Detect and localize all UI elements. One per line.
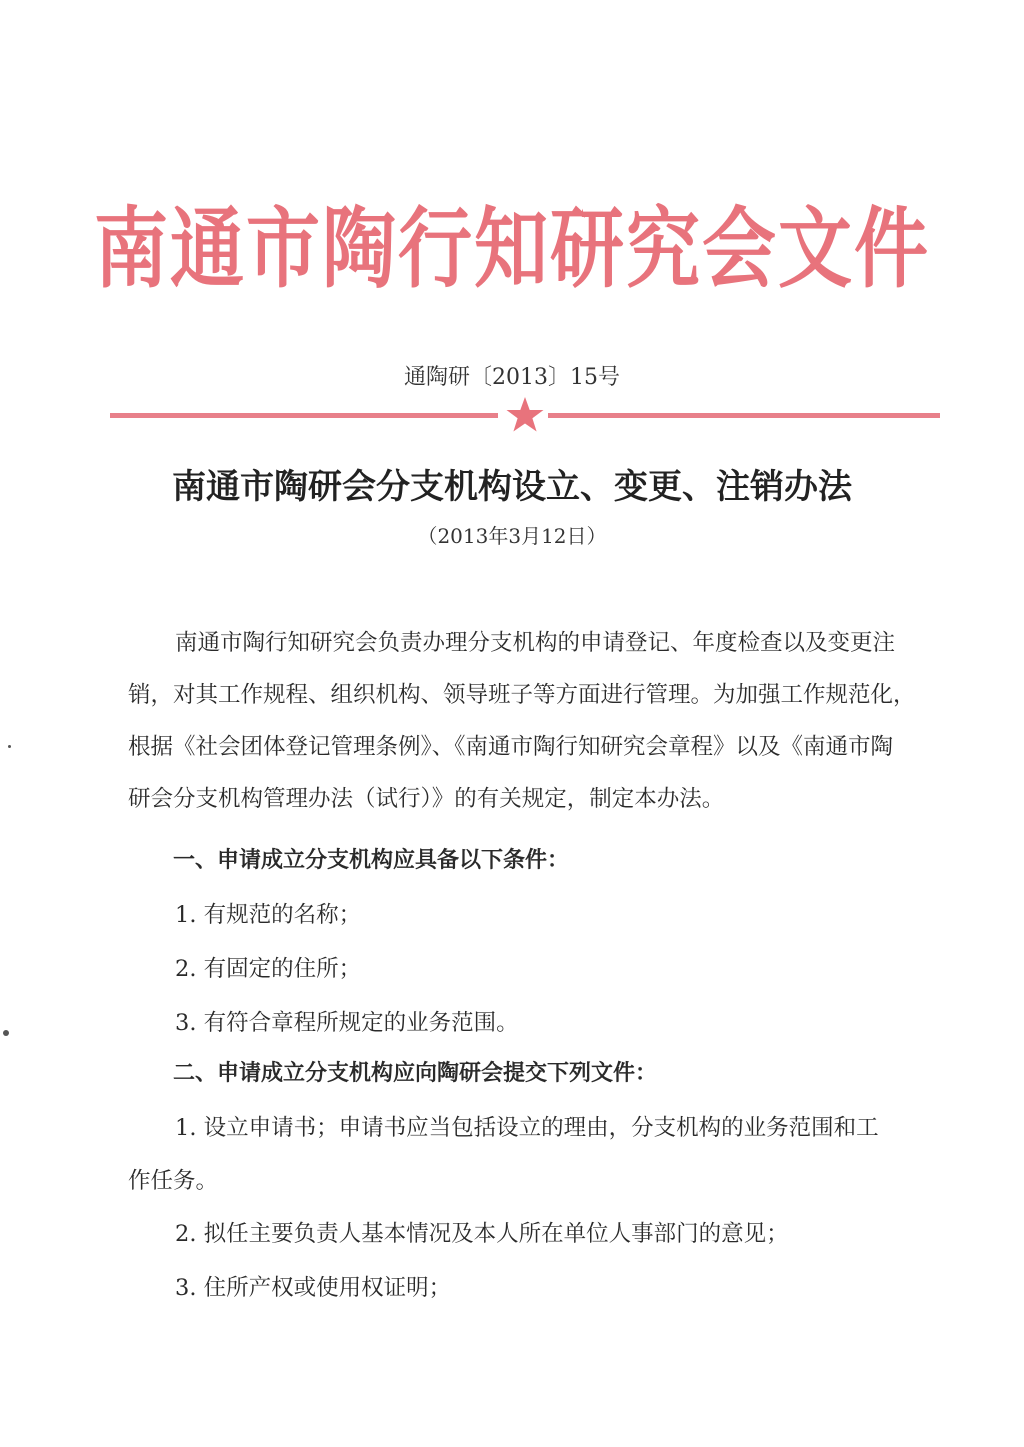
scan-speck: [8, 745, 11, 748]
scan-speck: [3, 1030, 9, 1036]
red-star-icon: [505, 395, 545, 435]
red-rule-right: [548, 413, 940, 418]
list-item-continuation: 作任务。: [128, 1168, 219, 1194]
section-heading: 一、申请成立分支机构应具备以下条件：: [173, 848, 570, 873]
body-line: 研会分支机构管理办法（试行）》的有关规定，制定本办法。: [128, 786, 725, 812]
document-date: （2013年3月12日）: [417, 524, 607, 548]
section-heading: 二、申请成立分支机构应向陶研会提交下列文件：: [173, 1061, 658, 1086]
document-title: 南通市陶研会分支机构设立、变更、注销办法: [172, 467, 852, 507]
body-line: 根据《社会团体登记管理条例》、《南通市陶行知研究会章程》以及《南通市陶: [128, 734, 894, 760]
list-item: 2. 拟任主要负责人基本情况及本人所在单位人事部门的意见；: [175, 1221, 789, 1247]
list-item: 3. 有符合章程所规定的业务范围。: [175, 1010, 519, 1036]
list-item: 1. 有规范的名称；: [175, 902, 362, 928]
document-number: 通陶研〔2013〕15号: [404, 365, 620, 390]
list-item: 2. 有固定的住所；: [175, 956, 362, 982]
list-item: 3. 住所产权或使用权证明；: [175, 1275, 452, 1301]
letterhead-title: 南通市陶行知研究会文件: [94, 198, 930, 301]
body-line: 南通市陶行知研究会负责办理分支机构的申请登记、年度检查以及变更注: [175, 630, 896, 656]
red-rule-left: [110, 413, 498, 418]
list-item: 1. 设立申请书；申请书应当包括设立的理由，分支机构的业务范围和工: [175, 1115, 879, 1141]
body-line: 销，对其工作规程、组织机构、领导班子等方面进行管理。为加强工作规范化，: [128, 682, 916, 708]
